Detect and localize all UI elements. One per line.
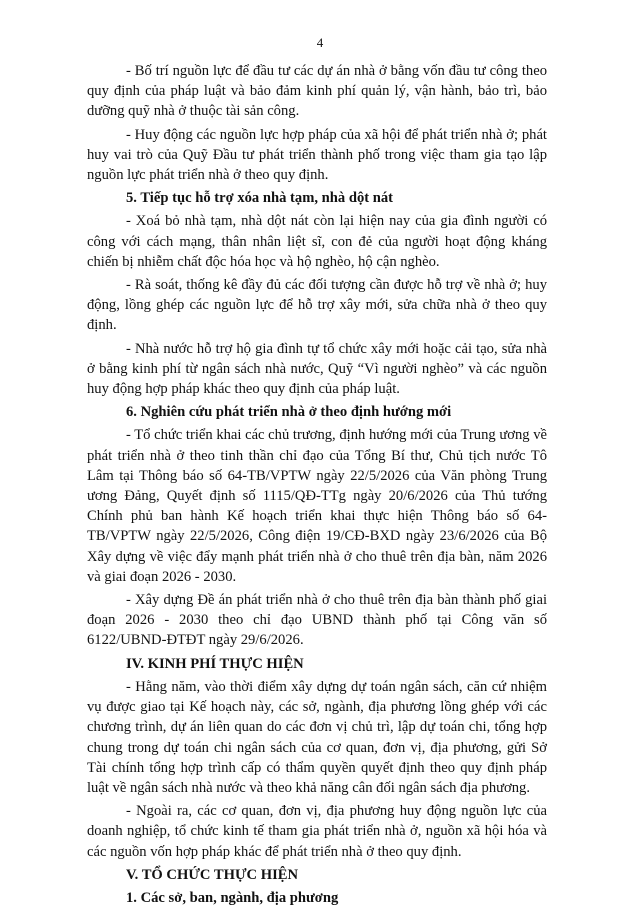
paragraph: - Huy động các nguồn lực hợp pháp của xã hội để phát triển nhà ở; phát huy vai trò của Quỹ Đầu tư phát triển thành phố trong việc tham gia tạo lập nguồn lực phát triển nhà ở theo quy định.: [87, 126, 547, 184]
section-heading: V. TỔ CHỨC THỰC HIỆN: [126, 866, 299, 883]
paragraph: - Rà soát, thống kê đầy đủ các đối tượng cần được hỗ trợ về nhà ở; huy động, lồng ghép các nguồn lực để hỗ trợ xây mới, sửa chữa nhà ở theo quy định.: [87, 277, 547, 334]
paragraph: - Ngoài ra, các cơ quan, đơn vị, địa phương huy động nguồn lực của doanh nghiệp, tổ chức kinh tế tham gia phát triển nhà ở, nguồn xã hội hóa và các nguồn vốn hợp pháp khác để phát triển nhà ở theo quy định.: [87, 803, 547, 860]
page-number: 4: [316, 35, 324, 50]
document-body: [87, 61, 547, 911]
paragraph: - Nhà nước hỗ trợ hộ gia đình tự tổ chức xây mới hoặc cải tạo, sửa nhà ở bằng kinh phí từ ngân sách nhà nước, Quỹ “Vì người nghèo” và các nguồn huy động hợp pháp khác theo quy định của pháp luật.: [87, 340, 547, 398]
section-heading: IV. KINH PHÍ THỰC HIỆN: [126, 655, 304, 672]
paragraph: - Xây dựng Đề án phát triển nhà ở cho thuê trên địa bàn thành phố giai đoạn 2026 - 2030 theo chỉ đạo UBND thành phố tại Công văn số 6122/UBND-ĐTĐT ngày 29/6/2026.: [87, 592, 547, 649]
paragraph: - Bố trí nguồn lực để đầu tư các dự án nhà ở bằng vốn đầu tư công theo quy định của pháp luật và bảo đảm kinh phí quản lý, vận hành, bảo trì, bảo dưỡng quỹ nhà ở thuộc tài sản công.: [87, 63, 547, 120]
paragraph: - Xoá bỏ nhà tạm, nhà dột nát còn lại hiện nay của gia đình người có công với cách mạng, thân nhân liệt sĩ, con đẻ của người hoạt động kháng chiến bị nhiễm chất độc hóa học và hộ nghèo, hộ cận nghèo.: [87, 213, 547, 270]
section-heading: 5. Tiếp tục hỗ trợ xóa nhà tạm, nhà dột nát: [126, 190, 394, 207]
section-heading: 6. Nghiên cứu phát triển nhà ở theo định hướng mới: [126, 404, 452, 421]
section-heading: 1. Các sở, ban, ngành, địa phương: [126, 889, 339, 906]
paragraph: - Tổ chức triển khai các chủ trương, định hướng mới của Trung ương về phát triển nhà ở theo tinh thần chỉ đạo của Tổng Bí thư, Chủ tịch nước Tô Lâm tại Thông báo số 64-TB/VPTW ngày 22/5/2026 của Văn phòng Trung ương Đảng, Quyết định số 1115/QĐ-TTg ngày 20/6/2026 của Thủ tướng Chính phủ ban hành Kế hoạch triển khai thực hiện Thông báo số 64-TB/VPTW ngày 22/5/2026, Công điện 19/CĐ-BXD ngày 23/6/2026 của Bộ Xây dựng về việc đẩy mạnh phát triển nhà ở cho thuê trên địa bàn, năm 2026 và giai đoạn 2026 - 2030.: [87, 427, 547, 585]
paragraph: - Hằng năm, vào thời điểm xây dựng dự toán ngân sách, căn cứ nhiệm vụ được giao tại Kế hoạch này, các sở, ngành, địa phương lồng ghép với các chương trình, dự án liên quan do các đơn vị chủ trì, lập dự toán chi, tổng hợp chung trong dự toán chi ngân sách của cơ quan, đơn vị, địa phương, gửi Sở Tài chính tổng hợp trình cấp có thẩm quyền quyết định theo quy định pháp luật về ngân sách nhà nước và theo khả năng cân đối ngân sách địa phương.: [87, 678, 547, 796]
